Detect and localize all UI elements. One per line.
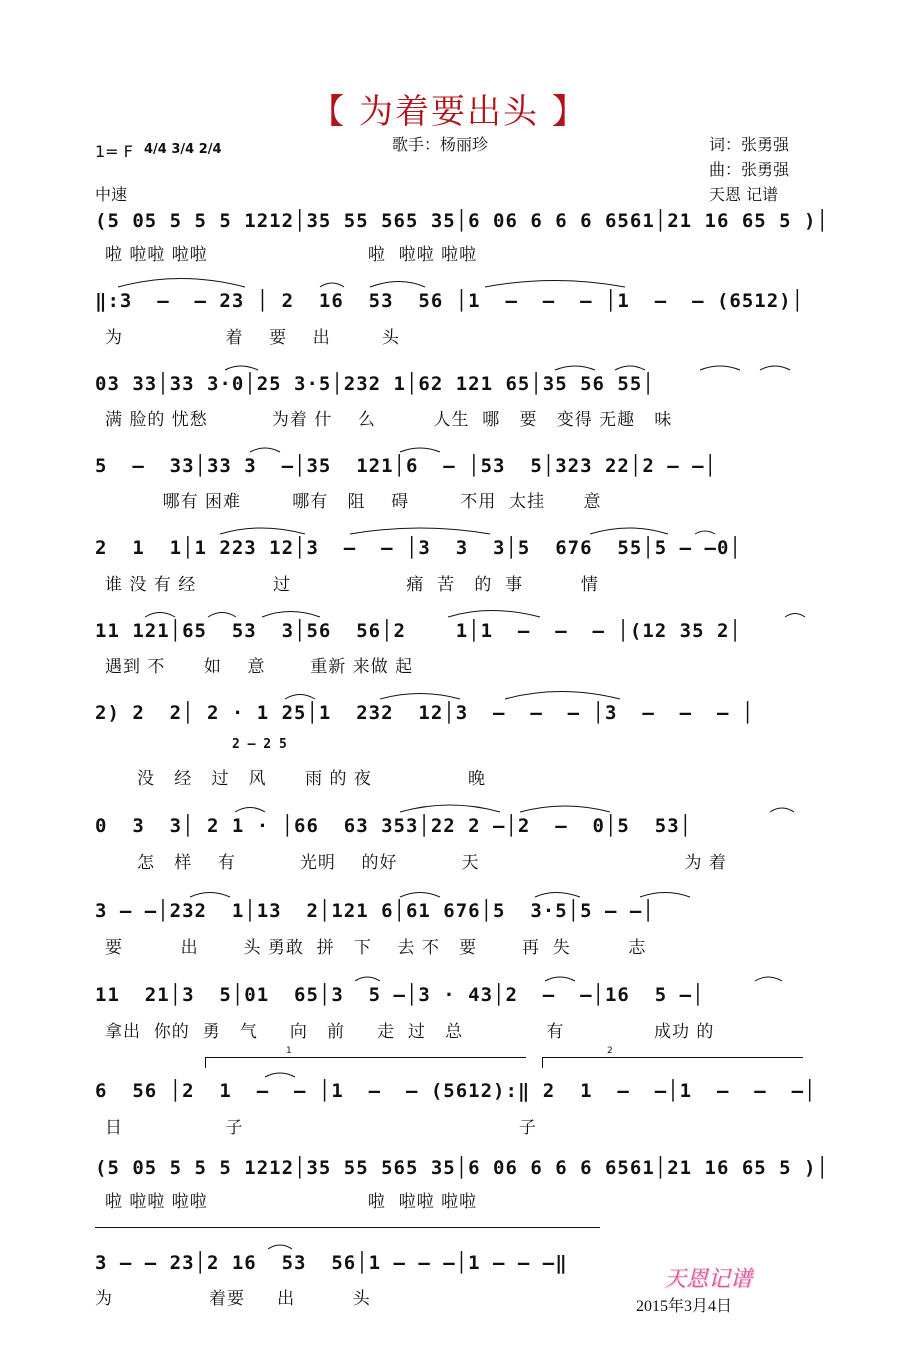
notation-line: 2 1 1│1 223 12│3 ‒ ‒ │3 3 3│5 676 55│5 ‒ ‒0│ [95,537,742,559]
lyric-line: 没 经 过 风 雨 的 夜 晚 [105,769,486,789]
notation-line: 5 ‒ 33│33 3 ‒│35 121│6 ‒ │53 5│323 22│2 ‒ ‒│ [95,455,717,477]
page-title: 【 为着要出头 】 [310,92,588,132]
slur [380,694,460,700]
slur [262,612,320,618]
slur [145,613,175,618]
volta-number: 1 [286,1046,292,1056]
tempo: 中速 [95,185,128,204]
lyric-line: 为 着要 出 头 [95,1289,371,1309]
lyric-line: 遇到 不 如 意 重新 来做 起 [105,657,414,677]
lyric-line: 满 脸的 忧愁 为着 什 么 人生 哪 要 变得 无趣 味 [105,410,673,430]
alternate-notes: 2 ‒ 2 5 [232,737,287,752]
notation-line: 03 33│33 3·0│25 3·5│232 1│62 121 65│35 56 55│ [95,373,655,395]
notation-line: 11 21│3 5│01 65│3 5 ‒│3 · 43│2 ‒ ‒│16 5 ‒│ [95,984,705,1006]
slur [265,1073,295,1077]
slur [225,366,258,370]
slur [250,448,280,452]
notation-line: 3 ‒ ‒ 23│2 16 53 56│1 ‒ ‒ ‒│1 ‒ ‒ ‒‖ [95,1252,568,1274]
slur [590,528,668,534]
slur [400,805,500,812]
volta-number: 2 [607,1046,613,1056]
slur [555,366,595,370]
slur [695,531,715,534]
slur [520,806,610,812]
lyric-line: 为 着 要 出 头 [105,328,400,348]
key-signature: 1= F [95,142,133,161]
time-signatures: 4/4 3/4 2/4 [144,142,222,157]
slur [208,613,236,618]
lyric-line: 日 子 子 [105,1118,537,1138]
lyric-line: 拿出 你的 勇 气 向 前 走 过 总 有 成功 的 [105,1022,715,1042]
notation-line: (5 05 5 5 5 1212│35 55 565 35│6 06 6 6 6 6561│21 16 65 5 )│ [95,1157,829,1179]
transcriber-stamp: 天恩记谱 [664,1267,753,1292]
notation-line: 6 56 │2 1 ‒ ‒ │1 ‒ ‒ (5612):‖ 2 1 ‒ ‒│1 ‒ ‒ ‒│ [95,1080,817,1102]
lyric-line: 谁 没 有 经 过 痛 苦 的 事 情 [105,575,599,595]
slur [505,692,620,700]
slur [535,893,580,898]
notation-line: 11 121│65 53 3│56 56│2 1│1 ‒ ‒ ‒ │(12 35 2│ [95,620,742,642]
lyric-line: 啦 啦啦 啦啦 啦 啦啦 啦啦 [105,245,478,265]
coda-line [95,1227,600,1238]
notation-line: (5 05 5 5 5 1212│35 55 565 35│6 06 6 6 6 6561│21 16 65 5 )│ [95,210,829,232]
lyricist: 词：张勇强 [709,135,790,154]
slur [755,977,782,981]
slur [400,893,440,898]
slur [350,528,490,534]
lyric-line: 啦 啦啦 啦啦 啦 啦啦 啦啦 [105,1192,478,1212]
lyric-line: 怎 样 有 光明 的好 天 为 着 [105,853,727,873]
lyric-line: 哪有 困难 哪有 阻 碍 不用 太挂 意 [105,492,602,512]
notation-line: ‖:3 ‒ ‒ 23 │ 2 16 53 56 │1 ‒ ‒ ‒ │1 ‒ ‒ (6512)│ [95,290,805,312]
slur [118,279,245,288]
lyric-line: 要 出 头 勇敢 拼 下 去 不 要 再 失 志 [105,938,647,958]
volta-bracket-first [205,1046,526,1068]
slur [615,366,645,370]
slur [770,808,794,812]
volta-bracket-second [542,1046,803,1068]
singer: 歌手：杨丽珍 [392,135,489,154]
slur [268,1245,292,1249]
slur [370,282,425,288]
slur [285,695,315,700]
transcriber: 天恩 记谱 [709,185,779,204]
date: 2015年3月4日 [636,1298,733,1315]
slur [760,366,790,370]
composer: 曲：张勇强 [709,160,790,179]
slur [700,366,740,370]
slur [355,977,380,981]
slur [640,893,690,898]
slur [785,614,805,618]
notation-line: 3 ‒ ‒│232 1│13 2│121 6│61 676│5 3·5│5 ‒ ‒│ [95,900,655,922]
notation-line: 0 3 3│ 2 1 · │66 63 353│22 2 ‒│2 ‒ 0│5 53│ [95,815,693,837]
slur [190,893,230,898]
slur [545,977,575,981]
slur [485,281,625,288]
slur [320,283,344,287]
slur [220,528,305,534]
notation-line: 2) 2 2│ 2 · 1 25│1 232 12│3 ‒ ‒ ‒ │3 ‒ ‒ ‒ │ [95,702,755,724]
slur [448,611,540,618]
slur [235,808,265,813]
slur [400,448,440,452]
